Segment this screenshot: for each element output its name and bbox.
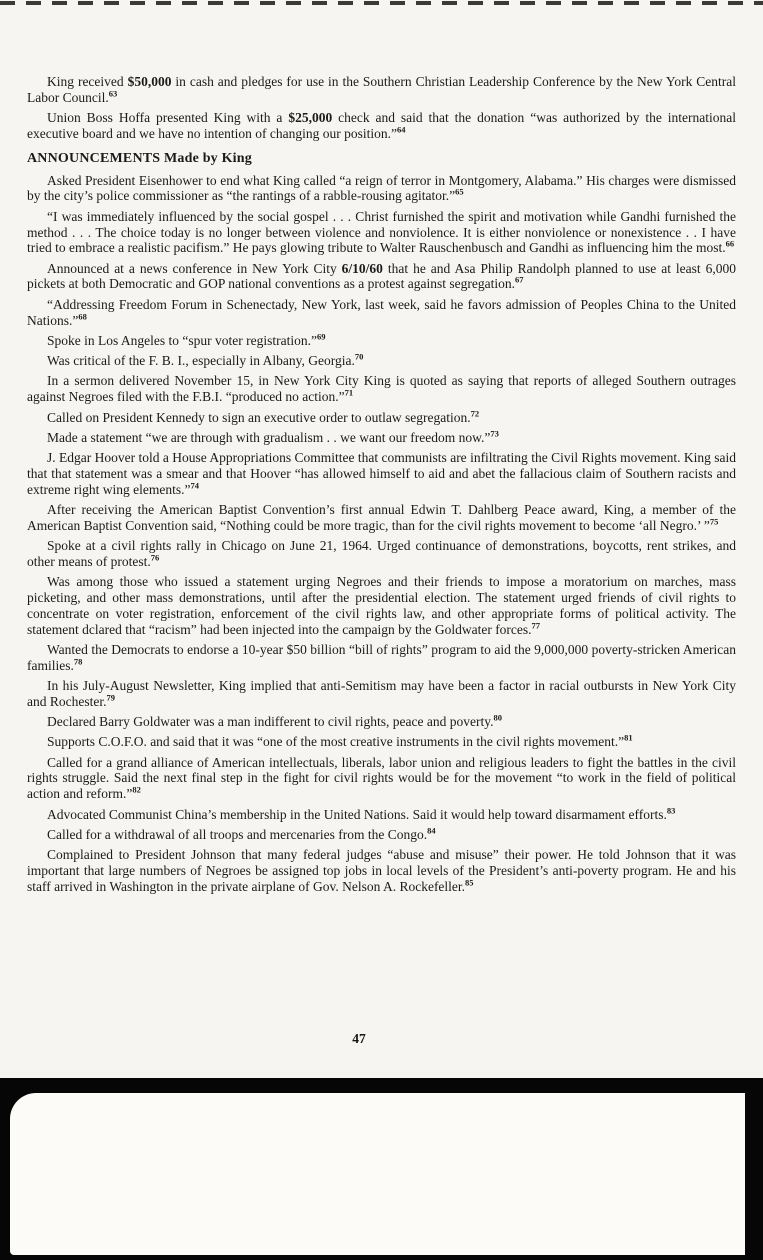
text-segment: King received	[47, 74, 128, 89]
text-segment: $25,000	[288, 110, 333, 126]
footnote-ref: 65	[455, 186, 464, 197]
section-heading: ANNOUNCEMENTS Made by King	[27, 150, 252, 166]
text-segment: In a sermon delivered November 15, in New York City King is quoted as saying that reports of alleged Southern outrages against Negroes filed with the F.B.I. “produced no action.”	[27, 373, 736, 405]
footnote-ref: 69	[316, 331, 326, 342]
text-segment: “Addressing Freedom Forum in Schenectady, New York, last week, said he favors admission of Peoples China to the United Nations.”	[27, 296, 736, 328]
paragraph	[27, 642, 736, 674]
scan-black-band	[0, 1078, 763, 1260]
paragraph	[27, 755, 736, 802]
paragraph	[27, 373, 736, 405]
text-segment: Was among those who issued a statement urging Negroes and their friends to impose a moratorium on marches, mass picketing, and other mass demonstrations, until after the presidential election. The statement urged friends of civil rights to concentrate on voter registration, enforcement of the civil rights law, and other appropriate forms of political activity. The statement dclared that “racism” had been injected into the campaign by the Goldwater forces.	[27, 574, 736, 637]
footnote-ref: 68	[78, 311, 87, 322]
paragraph	[27, 209, 736, 256]
text-segment: In his July-August Newsletter, King implied that anti-Semitism may have been a factor in racial outbursts in New York City and Rochester.	[27, 678, 736, 709]
text-segment: After receiving the American Baptist Convention’s first annual Edwin T. Dahlberg Peace award, King, a member of the American Baptist Convention said, “Nothing could be more tragic, than for the civil rights movement to become ‘all Negro.’ ”	[27, 502, 736, 533]
paragraph	[27, 297, 736, 329]
text-segment: Complained to President Johnson that many federal judges “abuse and misuse” their power. He told Johnson that it was important that large numbers of Negroes be assigned top jobs in local levels of the President’s anti-poverty program. He and his staff arrived in Washington in the private airplane of Gov. Nelson A. Rockefeller.	[27, 847, 736, 894]
text-segment: 6/10/60	[341, 260, 383, 276]
footnote-ref: 84	[427, 825, 436, 836]
paragraph	[27, 734, 736, 750]
paragraph	[27, 353, 736, 369]
text-segment: Called on President Kennedy to sign an executive order to outlaw segregation.	[47, 409, 471, 425]
footnote-ref: 73	[490, 428, 499, 439]
text-segment: Advocated Communist China’s membership in the United Nations. Said it would help toward disarmament efforts.	[47, 806, 667, 822]
paragraph	[27, 538, 736, 570]
footnote-ref: 78	[73, 656, 83, 667]
text-segment: Made a statement “we are through with gradualism . . we want our freedom now.”	[47, 429, 491, 445]
paragraph	[27, 173, 736, 205]
paragraph	[27, 847, 736, 894]
paragraph	[27, 110, 736, 142]
footnote-ref: 76	[150, 552, 160, 563]
footnote-ref: 79	[106, 692, 115, 703]
footnote-ref: 74	[190, 480, 199, 491]
footnote-ref: 64	[397, 124, 406, 135]
text-segment: Wanted the Democrats to endorse a 10-year $50 billion “bill of rights” program to aid the 9,000,000 poverty-stricken American families.	[27, 641, 736, 673]
text-segment: Called for a grand alliance of American intellectuals, liberals, labor union and religious leaders to fight the battles in the civil rights struggle. Said the next final step in the fight for civil rights would be for the movement “to work in the field of political action and reform.”	[27, 754, 736, 802]
footnote-ref: 67	[515, 274, 524, 285]
paragraph	[27, 430, 736, 446]
footnote-ref: 72	[470, 408, 480, 419]
footnote-ref: 81	[624, 732, 633, 743]
footnote-ref: 85	[465, 877, 474, 888]
scan-perforation-artifact	[0, 1, 763, 5]
text-segment: Spoke at a civil rights rally in Chicago on June 21, 1964. Urged continuance of demonstrations, boycotts, rent strikes, and other means of protest.	[27, 538, 736, 569]
paragraph	[27, 410, 736, 426]
paragraph	[27, 678, 736, 710]
paragraph	[27, 74, 736, 106]
paragraph	[27, 714, 736, 730]
text-segment: Supports C.O.F.O. and said that it was “one of the most creative instruments in the civil rights movement.”	[47, 734, 625, 750]
text-segment: Spoke in Los Angeles to “spur voter registration.”	[47, 332, 317, 348]
text-segment: “I was immediately influenced by the social gospel . . . Christ furnished the spirit and motivation while Gandhi furnished the method . . . The choice today is no longer between violence and nonviolence. It is either nonviolence or nonexistence . . I have tried to embrace a realistic pacifism.” He pays glowing tribute to Walter Rauschenbusch and Gandhi as influencing him the most.	[27, 208, 736, 256]
paragraph	[27, 827, 736, 843]
paragraph	[27, 502, 736, 534]
text-segment: $50,000	[127, 74, 172, 89]
footnote-ref: 80	[493, 712, 502, 723]
text-segment: Was critical of the F. B. I., especially in Albany, Georgia.	[47, 353, 355, 369]
text-segment: Asked President Eisenhower to end what King called “a reign of terror in Montgomery, Alabama.” His charges were dismissed by the city’s police commissioner as “the rantings of a rabble-rousing agitator.”	[27, 172, 736, 204]
paragraph	[27, 261, 736, 293]
text-segment: Union Boss Hoffa presented King with a	[47, 110, 289, 126]
footnote-ref: 70	[354, 351, 364, 362]
text-segment: Called for a withdrawal of all troops and mercenaries from the Congo.	[47, 826, 428, 842]
paragraph	[27, 574, 736, 637]
footnote-ref: 83	[666, 805, 676, 816]
footnote-ref: 77	[531, 620, 541, 631]
footnote-ref: 82	[132, 784, 141, 795]
paragraph	[27, 807, 736, 823]
page-number: 47	[352, 1031, 366, 1046]
text-segment: J. Edgar Hoover told a House Appropriations Committee that communists are infiltrating the Civil Rights movement. King said that that statement was a smear and that Hoover “has allowed himself to aid and abet the fallacious claim of Southern racists and extreme right wing elements.”	[27, 450, 736, 497]
text-segment: Declared Barry Goldwater was a man indifferent to civil rights, peace and poverty.	[47, 714, 494, 730]
paragraph	[27, 333, 736, 349]
footnote-ref: 71	[344, 387, 354, 398]
text-segment: check and said that the donation “was authorized by the international executive board and we have no intention of changing our position.”	[27, 110, 737, 141]
text-segment: in cash and pledges for use in the Southern Christian Leadership Conference by the New York Central Labor Council.	[27, 74, 736, 105]
footnote-ref: 63	[108, 88, 118, 99]
text-segment: Announced at a news conference in New York City	[47, 260, 342, 276]
footnote-ref: 66	[725, 238, 735, 249]
next-page-corner	[10, 1093, 745, 1255]
text-segment: that he and Asa Philip Randolph planned to use at least 6,000 pickets at both Democratic and GOP national conventions as a protest against segregation.	[27, 260, 736, 292]
footnote-ref: 75	[709, 516, 719, 527]
document-body	[27, 74, 736, 899]
paragraph	[27, 450, 736, 497]
